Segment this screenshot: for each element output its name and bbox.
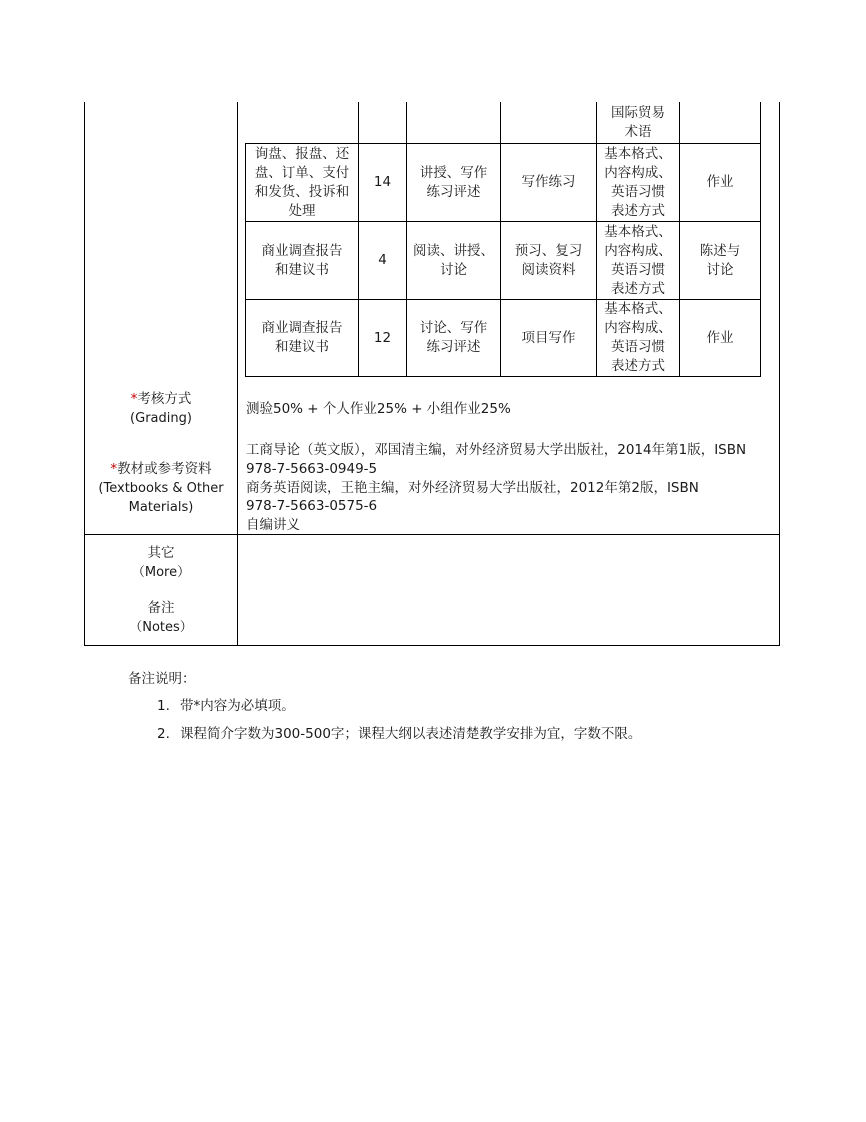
student-activity-cell: 预习、复习 阅读资料 (514, 242, 583, 278)
grading-label-en: (Grading) (130, 411, 192, 426)
student-activity-cell: 项目写作 (521, 329, 576, 346)
hours-cell: 14 (373, 174, 392, 190)
grading-label (85, 390, 237, 428)
materials-line: 自编讲义 (246, 517, 300, 533)
footnotes-title: 备注说明： (128, 671, 196, 687)
key-points-cell: 基本格式、 内容构成、 英语习惯 表述方式 (604, 223, 672, 297)
grading-label-text: 考核方式 (137, 391, 192, 407)
topic-cell: 询盘、报盘、还 盘、订单、支付 和发货、投诉和 处理 (254, 145, 350, 219)
topic-cell: 商业调查报告 和建议书 (261, 242, 343, 278)
materials-label-en: (Textbooks & Other Materials) (98, 481, 224, 515)
assessment-cell: 作业 (706, 174, 734, 190)
hours-cell: 4 (378, 252, 387, 268)
key-points-cell: 基本格式、 内容构成、 英语习惯 表述方式 (604, 301, 672, 374)
student-activity-cell: 写作练习 (521, 174, 576, 190)
assessment-cell: 陈述与 讨论 (699, 242, 741, 278)
materials-line: 商务英语阅读，王艳主编，对外经济贸易大学出版社，2012年第2版，ISBN (246, 480, 699, 496)
key-points-cell: 基本格式、 内容构成、 英语习惯 表述方式 (604, 145, 672, 219)
table-divider-more (84, 534, 780, 535)
teaching-method-cell: 阅读、讲授、 讨论 (413, 242, 494, 278)
hours-cell: 12 (373, 329, 392, 346)
table-border-right (779, 102, 780, 646)
materials-line: 工商导论（英文版），邓国清主编，对外经济贸易大学出版社，2014年第1版，ISBN (246, 442, 747, 458)
remarks-label (85, 599, 237, 637)
topic-cell: 商业调查报告 和建议书 (261, 320, 343, 355)
schedule-bottom-border (245, 376, 760, 377)
assessment-cell: 作业 (706, 329, 734, 346)
teaching-method-cell: 讲授、写作 练习评述 (419, 164, 488, 200)
materials-label (85, 460, 237, 517)
materials-line: 978-7-5663-0575-6 (246, 498, 378, 514)
materials-label-text: 教材或参考资料 (117, 461, 212, 477)
more-label-en: （More） (131, 565, 191, 580)
materials-line: 978-7-5663-0949-5 (246, 461, 378, 477)
more-label-text: 其它 (147, 545, 175, 561)
label-column-divider (237, 102, 238, 646)
table-border-bottom (84, 645, 780, 646)
schedule-col-divider (760, 102, 761, 377)
remarks-label-en: （Notes） (129, 620, 193, 635)
more-label (85, 544, 237, 582)
footnote-number: 1. (157, 698, 170, 714)
grading-value: 测验50% + 个人作业25% + 小组作业25% (246, 401, 511, 417)
required-star: * (110, 461, 118, 477)
teaching-method-cell: 讨论、写作 练习评述 (419, 320, 488, 355)
footnote-text: 课程简介字数为300-500字；课程大纲以表述清楚教学安排为宜，字数不限。 (180, 726, 642, 742)
footnote-text: 带*内容为必填项。 (180, 698, 295, 714)
remarks-label-text: 备注 (147, 600, 175, 616)
required-star: * (130, 391, 138, 407)
key-points-cell: 国际贸易 术语 (611, 104, 665, 140)
footnote-number: 2. (157, 726, 170, 742)
